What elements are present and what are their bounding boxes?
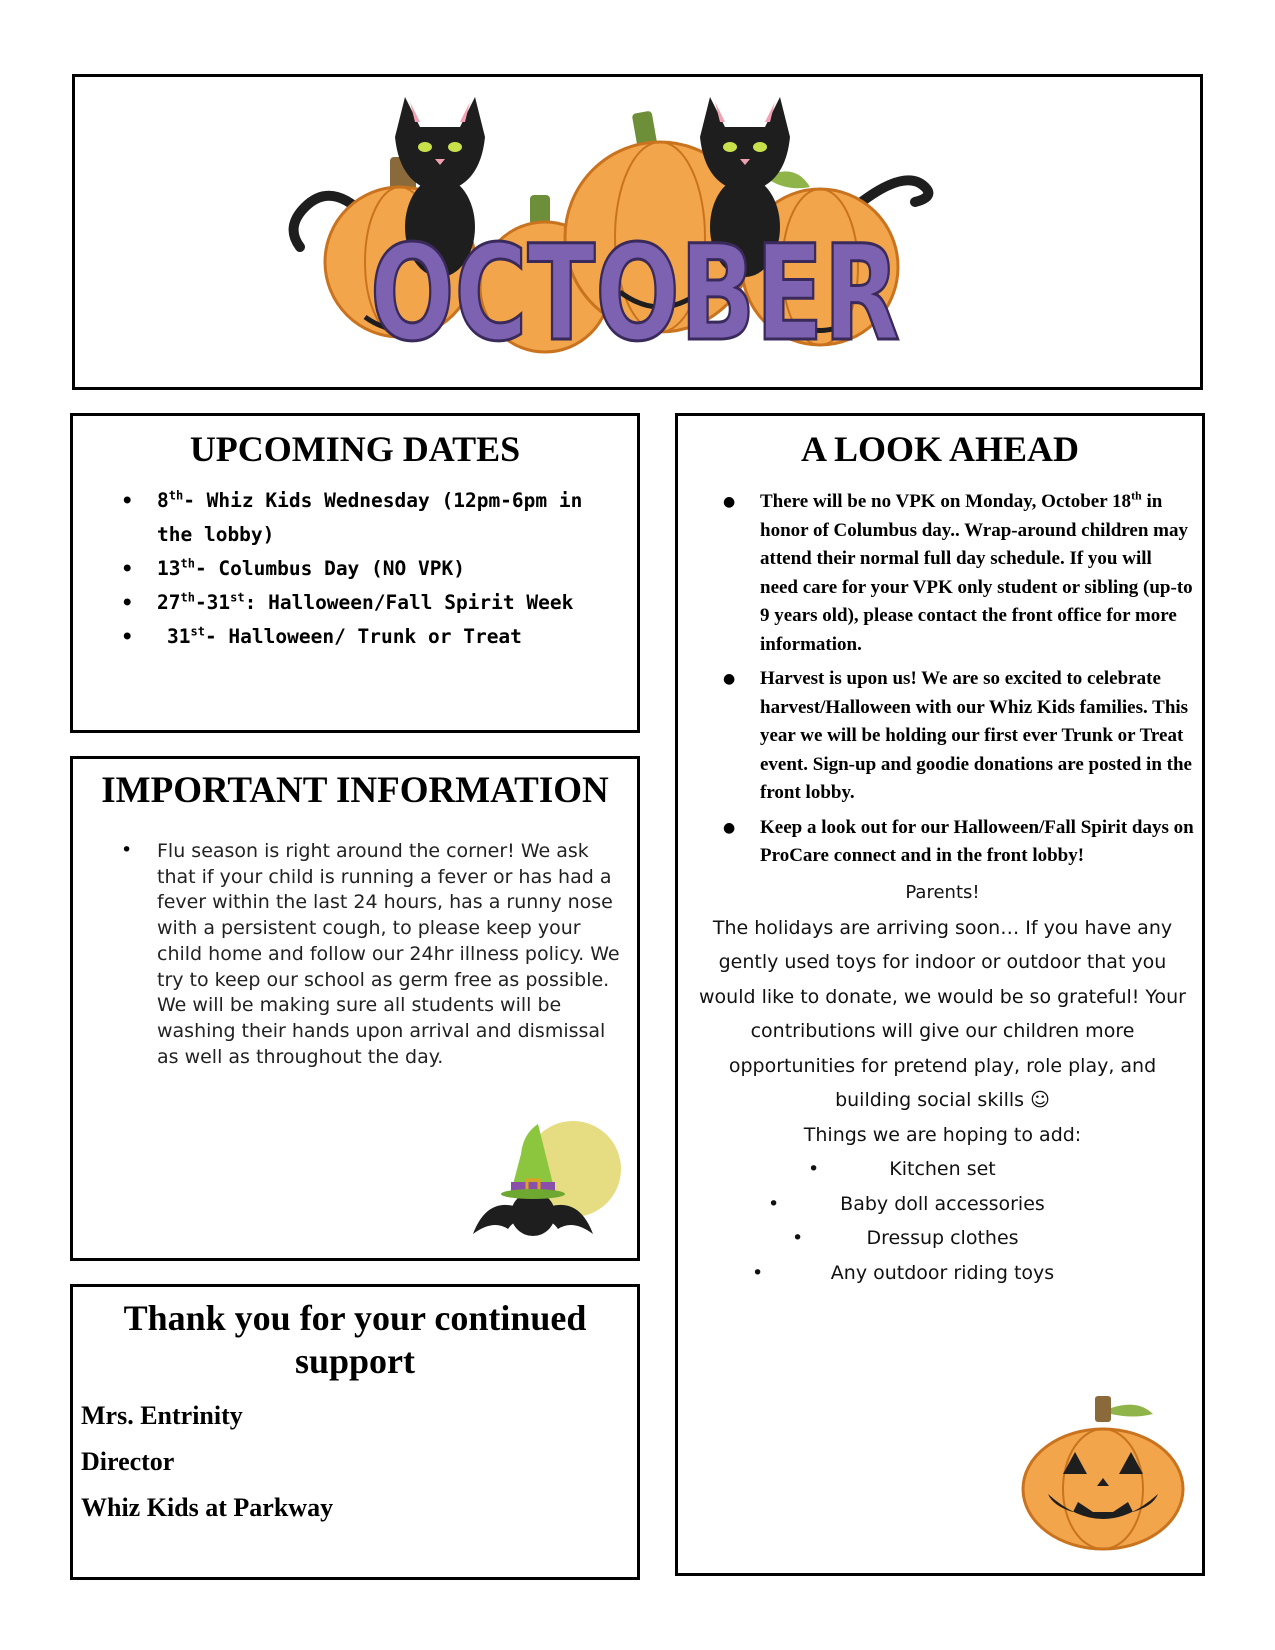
- director-role: Director: [81, 1447, 175, 1476]
- flu-season-notice: Flu season is right around the corner! We ask that if your child is running a fever or has had a fever within the last 24 hours, has a runny nose with a persistent cough, to please keep your child home and follow our 24hr illness policy. We try to keep our school as germ free as possible. We will be making sure all students will be washing their hands upon arrival and dismissal as well as throughout the day.: [157, 840, 620, 1068]
- bullet-icon: •: [121, 839, 133, 861]
- october-banner: [72, 74, 1203, 390]
- witch-hat-bat-icon: [463, 1114, 633, 1254]
- thank-you-panel: [70, 1284, 640, 1580]
- october-title: OCTOBER: [370, 217, 900, 371]
- parents-donation-notice: [690, 876, 1195, 1290]
- upcoming-dates-panel: [70, 413, 640, 733]
- important-information-heading: IMPORTANT INFORMATION: [101, 770, 609, 811]
- list-item: • 8th- Whiz Kids Wednesday (12pm-6pm in the lobby): [121, 484, 627, 552]
- parents-text: The holidays are arriving soon… If you have any gently used toys for indoor or outdoor that you would like to donate, we would be so grateful! Your contributions will give our children more opportunities for pretend play, role play, and building social skills ☺: [699, 916, 1186, 1111]
- important-information-panel: [70, 756, 640, 1261]
- director-name: Mrs. Entrinity: [81, 1401, 243, 1430]
- list-item: • 27th-31st: Halloween/Fall Spirit Week: [121, 586, 627, 620]
- list-item: ● Keep a look out for our Halloween/Fall Spirit days on ProCare connect and in the front lobby!: [678, 814, 1202, 871]
- wish-list: [690, 1152, 1195, 1290]
- hoping-label: Things we are hoping to add:: [803, 1123, 1082, 1146]
- jack-o-lantern-icon: [1013, 1394, 1193, 1554]
- school-name: Whiz Kids at Parkway: [81, 1493, 334, 1522]
- october-banner-art: [75, 77, 1200, 387]
- thank-you-heading: Thank you for your continued support: [123, 1298, 587, 1381]
- list-item: • Kitchen set: [808, 1158, 996, 1180]
- look-ahead-heading: A LOOK AHEAD: [800, 429, 1080, 469]
- list-item: ● Harvest is upon us! We are so excited to celebrate harvest/Halloween with our Whiz Kids families. This year we will be holding our first ever Trunk or Treat event. Sign-up and goodie donations are posted in the front lobby.: [678, 665, 1202, 808]
- look-ahead-list: [678, 488, 1202, 871]
- list-item: • Baby doll accessories: [768, 1192, 1045, 1215]
- list-item: • 31st- Halloween/ Trunk or Treat: [121, 620, 637, 654]
- upcoming-dates-heading: UPCOMING DATES: [189, 429, 521, 469]
- upcoming-dates-list: [73, 484, 637, 654]
- look-ahead-panel: [675, 413, 1205, 1576]
- list-item: • 13th- Columbus Day (NO VPK): [121, 552, 627, 586]
- list-item: • Any outdoor riding toys: [752, 1261, 1055, 1284]
- parents-title: Parents!: [905, 882, 980, 903]
- list-item: • Dressup clothes: [792, 1227, 1019, 1249]
- list-item: ● There will be no VPK on Monday, October 18th in honor of Columbus day.. Wrap-around children may attend their normal full day schedule. If you will need care for your VPK only student or sibling (up-to 9 years old), please contact the front office for more information.: [678, 488, 1202, 659]
